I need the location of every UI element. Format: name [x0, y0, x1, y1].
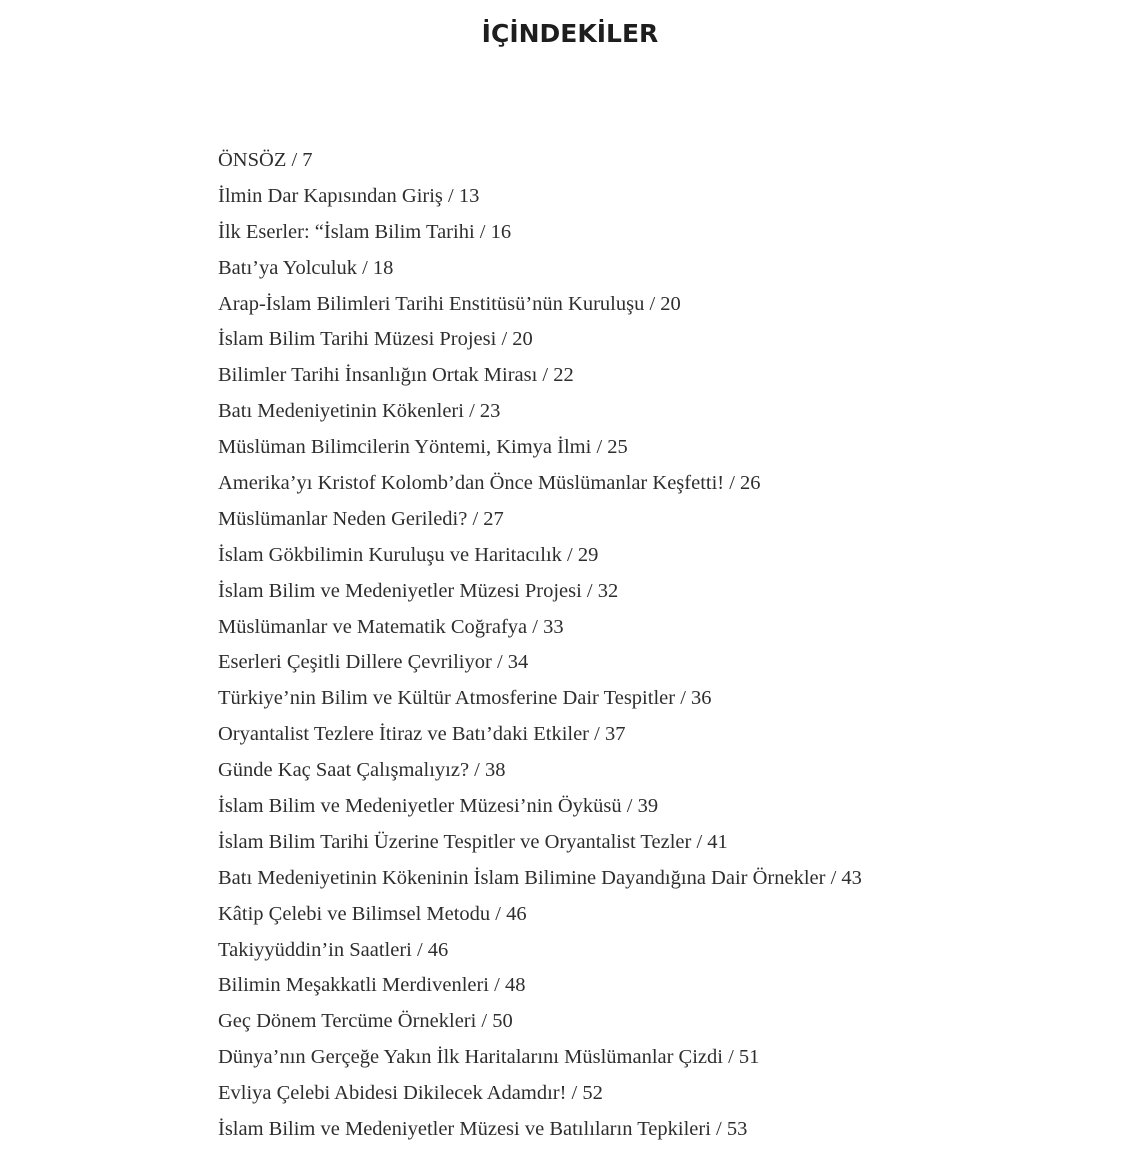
toc-entry: Türkiye’nin Bilim ve Kültür Atmosferine Dair Tespitler / 36	[218, 687, 712, 710]
toc-entry: Batı Medeniyetinin Kökenleri / 23	[218, 400, 501, 423]
toc-entry: Amerika’yı Kristof Kolomb’dan Önce Müslümanlar Keşfetti! / 26	[218, 472, 761, 495]
table-of-contents	[218, 146, 862, 1151]
toc-entry: Günde Kaç Saat Çalışmalıyız? / 38	[218, 759, 506, 782]
toc-entry: Bilimler Tarihi İnsanlığın Ortak Mirası / 22	[218, 364, 574, 387]
toc-entry: Batı’ya Yolculuk / 18	[218, 256, 394, 279]
toc-entry: İslam Bilim Tarihi Müzesi Projesi / 20	[218, 328, 533, 351]
toc-entry: İlk Eserler: “İslam Bilim Tarihi / 16	[218, 220, 512, 243]
toc-entry: Batı Medeniyetinin Kökeninin İslam Bilimine Dayandığına Dair Örnekler / 43	[218, 866, 862, 889]
toc-entry: İlmin Dar Kapısından Giriş / 13	[218, 184, 480, 207]
toc-entry: Geç Dönem Tercüme Örnekleri / 50	[218, 1010, 513, 1033]
toc-entry: Oryantalist Tezlere İtiraz ve Batı’daki Etkiler / 37	[218, 723, 626, 746]
toc-entry: İslam Bilim ve Medeniyetler Müzesi Projesi / 32	[218, 579, 619, 602]
toc-entry: Müslümanlar ve Matematik Coğrafya / 33	[218, 615, 564, 638]
toc-entry: Müslüman Bilimcilerin Yöntemi, Kimya İlmi / 25	[218, 436, 628, 459]
toc-entry: İslam Bilim ve Medeniyetler Müzesi’nin Öyküsü / 39	[218, 795, 659, 818]
toc-entry: Dünya’nın Gerçeğe Yakın İlk Haritalarını Müslümanlar Çizdi / 51	[218, 1046, 760, 1069]
toc-entry: İslam Bilim ve Medeniyetler Müzesi ve Batılıların Tepkileri / 53	[218, 1118, 748, 1141]
toc-entry: Kâtip Çelebi ve Bilimsel Metodu / 46	[218, 902, 527, 925]
toc-entry: İslam Gökbilimin Kuruluşu ve Haritacılık / 29	[218, 543, 599, 566]
toc-entry: ÖNSÖZ / 7	[218, 149, 313, 171]
toc-entry: Takiyyüddin’in Saatleri / 46	[218, 938, 449, 961]
page-title: İÇİNDEKİLER	[481, 18, 659, 48]
toc-entry: İslam Bilim Tarihi Üzerine Tespitler ve Oryantalist Tezler / 41	[218, 830, 728, 853]
toc-entry: Evliya Çelebi Abidesi Dikilecek Adamdır! / 52	[218, 1082, 603, 1105]
toc-entry: Eserleri Çeşitli Dillere Çevriliyor / 34	[218, 651, 529, 674]
toc-entry: Arap-İslam Bilimleri Tarihi Enstitüsü’nün Kuruluşu / 20	[218, 292, 681, 315]
toc-entry: Bilimin Meşakkatli Merdivenleri / 48	[218, 974, 526, 997]
toc-entry: Müslümanlar Neden Geriledi? / 27	[218, 507, 504, 530]
